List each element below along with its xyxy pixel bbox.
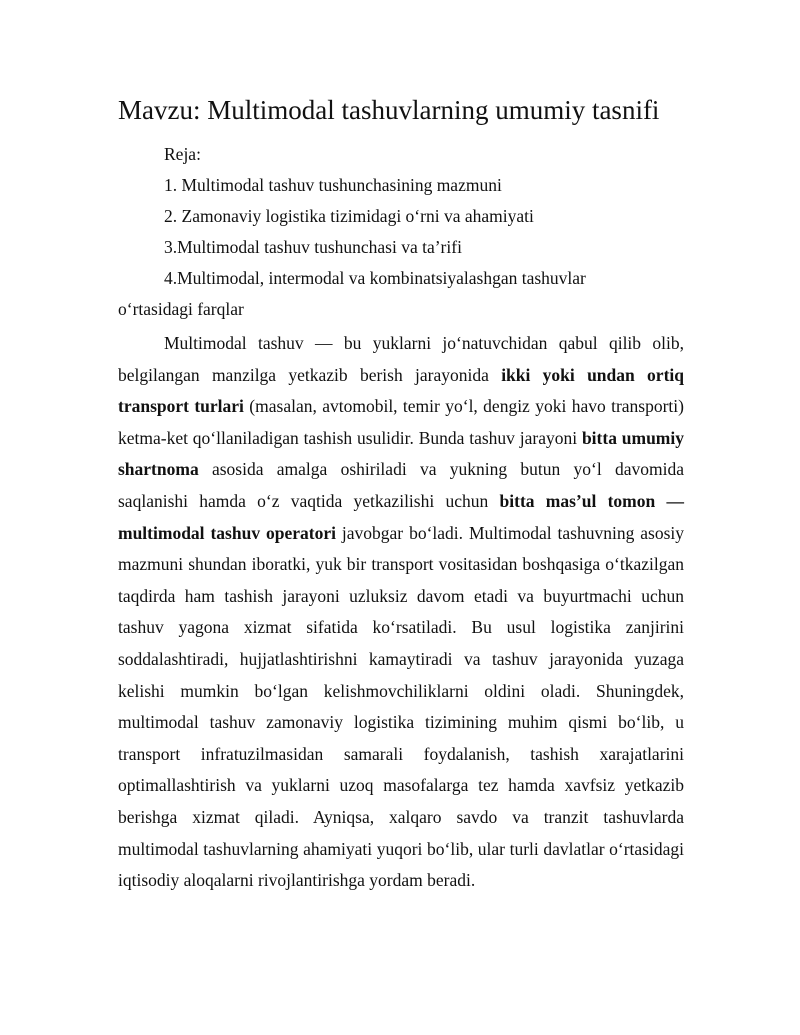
paragraph-text-3: asosida amalga oshiriladi va yukning butun yo‘l davomida saqlanishi hamda o‘z vaqtida yetkazilishi uchun [118,459,684,511]
plan-item-3: 3.Multimodal tashuv tushunchasi va ta’rifi [164,237,462,257]
paragraph-bold-1: ikki yoki undan ortiq transport turlari [118,364,684,417]
plan-item-4-line-1: 4.Multimodal, intermodal va kombinatsiyalashgan tashuvlar [164,268,586,288]
paragraph-text-2: (masalan, avtomobil, temir yo‘l, dengiz yoki havo transporti) ketma-ket qo‘llaniladigan tashish usulidir. Bunda tashuv jarayoni [118,396,684,448]
plan-heading: Reja: [164,144,201,164]
plan-item-1: 1. Multimodal tashuv tushunchasining mazmuni [164,175,502,195]
plan-item-4-line-2: o‘rtasidagi farqlar [118,299,244,319]
paragraph-text-4: javobgar bo‘ladi. Multimodal tashuvning asosiy mazmuni shundan iboratki, yuk bir transport vositasidan boshqasiga o‘tkazilgan taqdirda ham tashish jarayoni uzluksiz davom etadi va buyurtmachi uchun tashuv yagona xizmat sifatida ko‘rsatiladi. Bu usul logistika zanjirini soddalashtiradi, hujjatlashtirishni kamaytiradi va tashuv jarayonida yuzaga kelishi mumkin bo‘lgan kelishmovchiliklarni oldini oladi. Shuningdek, multimodal tashuv zamonaviy logistika tizimining muhim qismi bo‘lib, u transport infratuzilmasidan samarali foydalanish, tashish xarajatlarini optimallashtirish va yuklarni uzoq masofalarga tez hamda xavfsiz yetkazib berishga xizmat qiladi. Ayniqsa, xalqaro savdo va tranzit tashuvlarda multimodal tashuvlarning ahamiyati yuqori bo‘lib, ular turli davlatlar o‘rtasidagi iqtisodiy aloqalarni rivojlantirishga yordam beradi. [118,522,684,891]
document-title: Mavzu: Multimodal tashuvlarning umumiy tasnifi [118,95,660,125]
plan-item-2: 2. Zamonaviy logistika tizimidagi o‘rni va ahamiyati [164,206,534,226]
paragraph-bold-2: bitta umumiy shartnoma [118,427,685,480]
paragraph-bold-3: bitta mas’ul tomon — multimodal tashuv operatori [118,490,685,543]
body-paragraph [118,328,684,897]
plan-section [118,139,684,325]
paragraph-text-1: Multimodal tashuv — bu yuklarni jo‘natuvchidan qabul qilib olib, belgilangan manzilga yetkazib berish jarayonida [118,333,684,385]
